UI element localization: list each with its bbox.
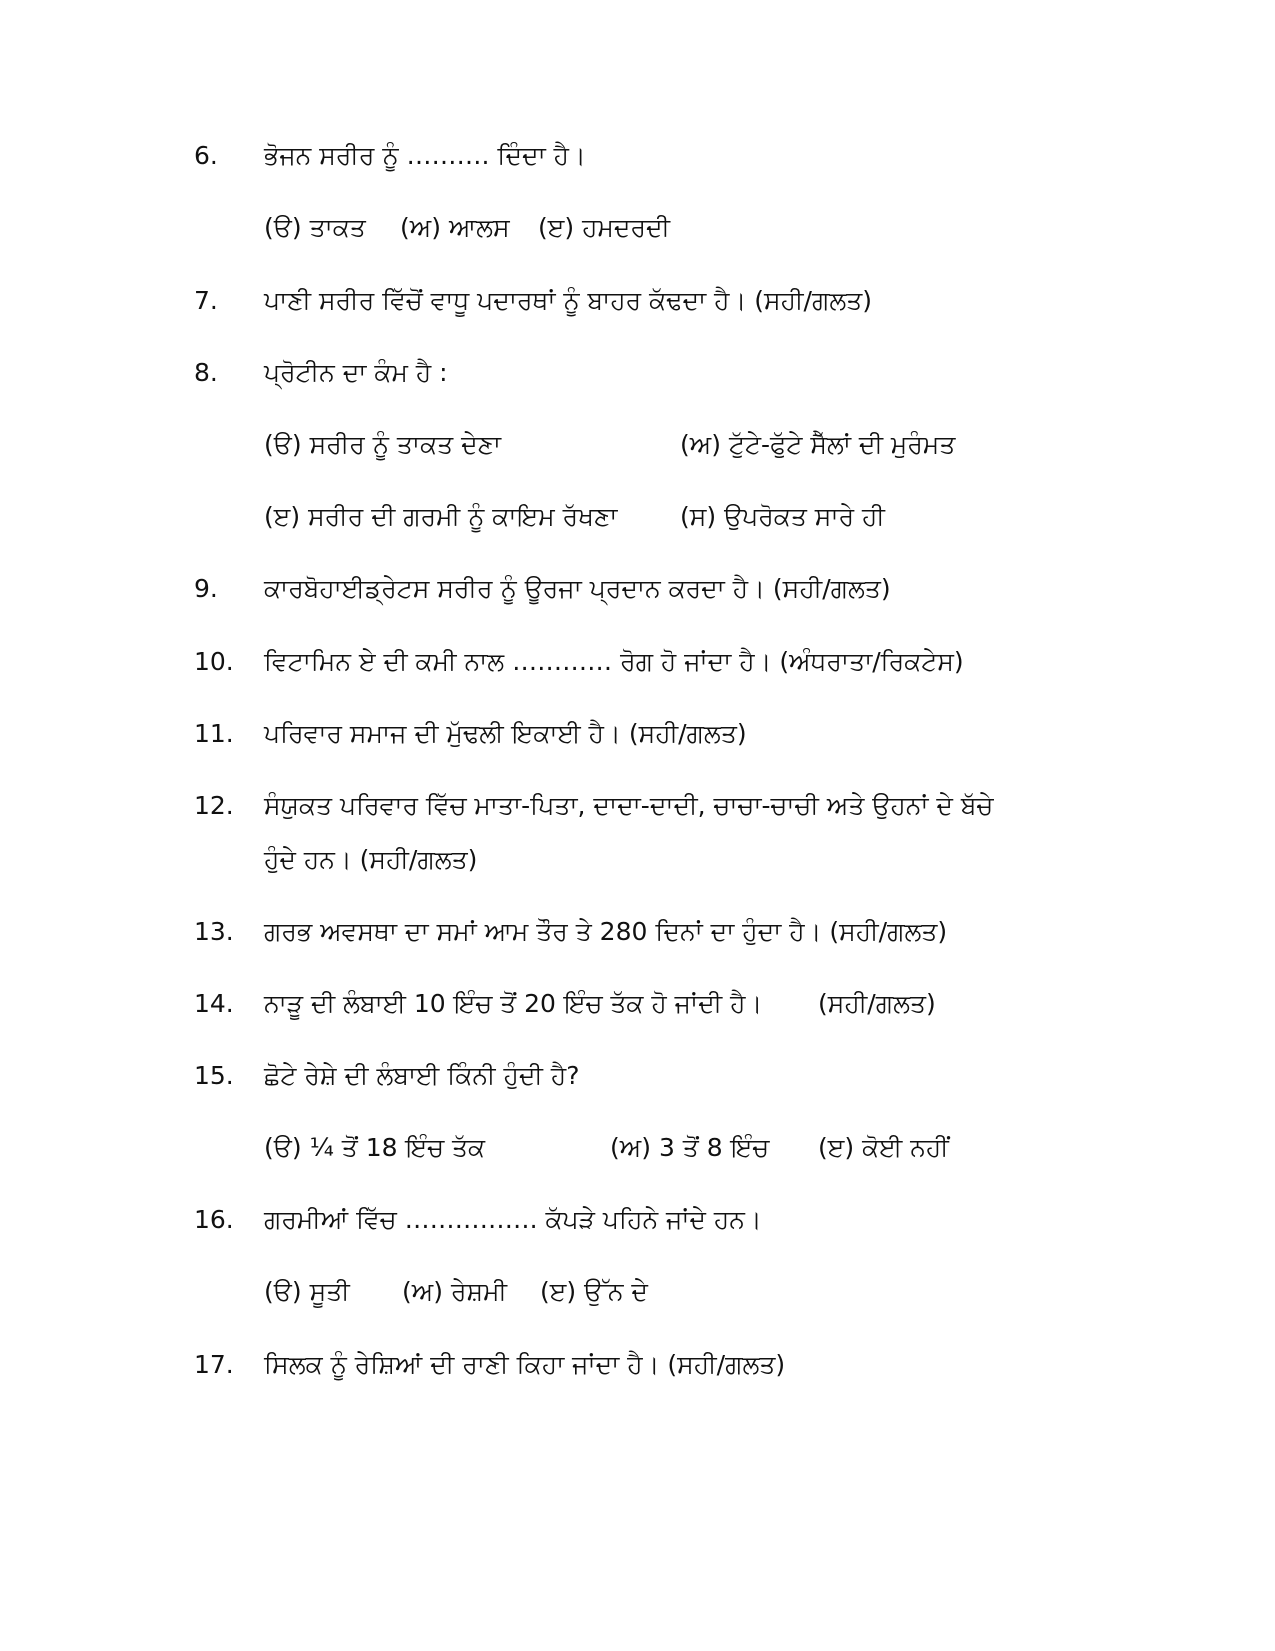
q6-option-c: (ੲ) ਹਮਦਰਦੀ — [538, 213, 671, 242]
question-number: 9. — [194, 574, 218, 603]
question-7 — [194, 284, 872, 318]
question-15 — [194, 1059, 579, 1093]
q15-option-b: (ਅ) 3 ਤੋਂ 8 ਇੰਚ — [610, 1133, 770, 1162]
question-number: 11. — [194, 719, 234, 748]
question-text: ਗਰਮੀਆਂ ਵਿੱਚ ……………. ਕੱਪੜੇ ਪਹਿਨੇ ਜਾਂਦੇ ਹਨ। — [264, 1205, 762, 1234]
q15-option-c: (ੲ) ਕੋਈ ਨਹੀਂ — [818, 1133, 949, 1162]
question-text: ਗਰਭ ਅਵਸਥਾ ਦਾ ਸਮਾਂ ਆਮ ਤੌਰ ਤੇ 280 ਦਿਨਾਂ ਦਾ ਹੁੰਦਾ ਹੈ। (ਸਹੀ/ਗਲਤ) — [264, 917, 948, 946]
q16-option-b: (ਅ) ਰੇਸ਼ਮੀ — [402, 1277, 508, 1306]
question-14 — [194, 987, 762, 1021]
question-12 — [194, 789, 993, 823]
q6-option-a: (ੳ) ਤਾਕਤ — [264, 213, 366, 242]
question-number: 15. — [194, 1061, 234, 1090]
q8-option-a: (ੳ) ਸਰੀਰ ਨੂੰ ਤਾਕਤ ਦੇਣਾ — [264, 430, 502, 459]
question-text: ਨਾੜੂ ਦੀ ਲੰਬਾਈ 10 ਇੰਚ ਤੋਂ 20 ਇੰਚ ਤੱਕ ਹੋ ਜਾਂਦੀ ਹੈ। — [264, 989, 763, 1018]
question-number: 10. — [194, 647, 234, 676]
question-text: ਭੋਜਨ ਸਰੀਰ ਨੂੰ ………. ਦਿੰਦਾ ਹੈ। — [264, 141, 586, 170]
q8-option-c: (ੲ) ਸਰੀਰ ਦੀ ਗਰਮੀ ਨੂੰ ਕਾਇਮ ਰੱਖਣਾ — [264, 502, 618, 531]
question-10 — [194, 645, 964, 679]
question-text: ਕਾਰਬੋਹਾਈਡ੍ਰੇਟਸ ਸਰੀਰ ਨੂੰ ਊਰਜਾ ਪ੍ਰਦਾਨ ਕਰਦਾ ਹੈ। (ਸਹੀ/ਗਲਤ) — [264, 574, 891, 603]
q14-suffix: (ਸਹੀ/ਗਲਤ) — [818, 989, 936, 1018]
q8-option-b: (ਅ) ਟੁੱਟੇ-ਫੁੱਟੇ ਸੈੱਲਾਂ ਦੀ ਮੁਰੰਮਤ — [680, 430, 956, 459]
question-text: ਪਰਿਵਾਰ ਸਮਾਜ ਦੀ ਮੁੱਢਲੀ ਇਕਾਈ ਹੈ। (ਸਹੀ/ਗਲਤ) — [264, 719, 747, 748]
q8-option-d: (ਸ) ਉਪਰੋਕਤ ਸਾਰੇ ਹੀ — [680, 502, 885, 531]
question-text: ਸਿਲਕ ਨੂੰ ਰੇਸ਼ਿਆਂ ਦੀ ਰਾਣੀ ਕਿਹਾ ਜਾਂਦਾ ਹੈ। (ਸਹੀ/ਗਲਤ) — [264, 1350, 786, 1379]
q6-option-b: (ਅ) ਆਲਸ — [400, 213, 510, 242]
question-6 — [194, 139, 586, 173]
q12-continuation: ਹੁੰਦੇ ਹਨ। (ਸਹੀ/ਗਲਤ) — [264, 845, 478, 874]
question-text: ਵਿਟਾਮਿਨ ਏ ਦੀ ਕਮੀ ਨਾਲ ………… ਰੋਗ ਹੋ ਜਾਂਦਾ ਹੈ। (ਅੰਧਰਾਤਾ/ਰਿਕਟੇਸ) — [264, 647, 964, 676]
question-text: ਪ੍ਰੋਟੀਨ ਦਾ ਕੰਮ ਹੈ : — [264, 358, 448, 387]
question-number: 6. — [194, 141, 218, 170]
question-text: ਪਾਣੀ ਸਰੀਰ ਵਿੱਚੋਂ ਵਾਧੂ ਪਦਾਰਥਾਂ ਨੂੰ ਬਾਹਰ ਕੱਢਦਾ ਹੈ। (ਸਹੀ/ਗਲਤ) — [264, 286, 873, 315]
q16-option-a: (ੳ) ਸੂਤੀ — [264, 1277, 350, 1306]
question-text: ਸੰਯੁਕਤ ਪਰਿਵਾਰ ਵਿੱਚ ਮਾਤਾ-ਪਿਤਾ, ਦਾਦਾ-ਦਾਦੀ, ਚਾਚਾ-ਚਾਚੀ ਅਤੇ ਉਹਨਾਂ ਦੇ ਬੱਚੇ — [264, 791, 994, 820]
question-text: ਛੋਟੇ ਰੇਸ਼ੇ ਦੀ ਲੰਬਾਈ ਕਿੰਨੀ ਹੁੰਦੀ ਹੈ? — [264, 1061, 580, 1090]
q16-option-c: (ੲ) ਉੱਨ ਦੇ — [540, 1277, 648, 1306]
question-17 — [194, 1348, 785, 1382]
question-13 — [194, 915, 947, 949]
question-11 — [194, 717, 747, 751]
q15-option-a: (ੳ) ¼ ਤੋਂ 18 ਇੰਚ ਤੱਕ — [264, 1133, 486, 1162]
question-number: 12. — [194, 791, 234, 820]
question-number: 16. — [194, 1205, 234, 1234]
question-number: 8. — [194, 358, 218, 387]
question-number: 7. — [194, 286, 218, 315]
question-number: 14. — [194, 989, 234, 1018]
question-number: 17. — [194, 1350, 234, 1379]
question-9 — [194, 572, 891, 606]
question-number: 13. — [194, 917, 234, 946]
question-16 — [194, 1203, 762, 1237]
question-8 — [194, 356, 448, 390]
